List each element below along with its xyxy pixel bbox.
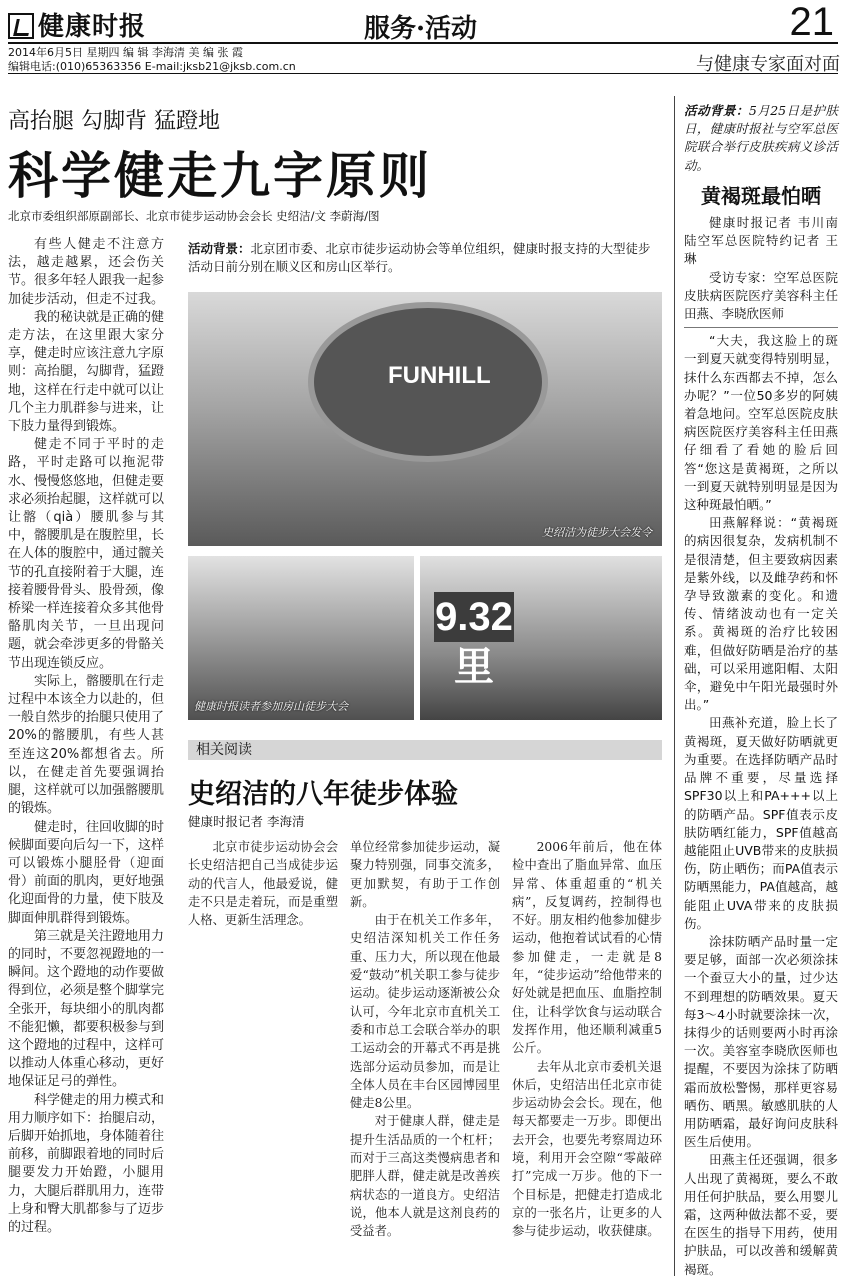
sidebar-intro-label: 活动背景： [684, 103, 749, 118]
related-column [350, 838, 500, 1241]
sidebar-intro [684, 102, 838, 175]
section-title: 服务·活动 [364, 14, 478, 44]
article-paragraph: 科学健走的用力模式和用力顺序如下：抬腿启动，后脚开始抓地，身体随着往前移，前脚跟着地的同时后腿要发力开始蹬，小腿用力，大腿后群肌用力，连带上身和臀大肌都参与了迈步的过程。 [8, 1092, 165, 1235]
editor-contact: 编辑电话:(010)65363356 E-mail:jksb21@jksb.com.cn [8, 60, 296, 73]
related-paragraph: 北京市徒步运动协会会长史绍洁把自己当成徒步运动的代言人，他最爱说，健走不只是走着玩，而是重塑人格、更新生活理念。 [188, 840, 338, 928]
related-column [512, 838, 662, 1241]
main-photo-caption: 史绍洁为徒步大会发令 [542, 526, 652, 539]
group-photo [188, 556, 414, 720]
sidebar-paragraph: 田燕补充道，脸上长了黄褐斑，夏天做好防晒就更为重要。在选择防晒产品时品牌不重要，尽量选择SPF30以上和PA+++以上的防晒产品。SPF值表示皮肤防晒红能力，SPF值越高越能阻止UVB带来的皮肤损伤，防止晒伤；而PA值表示防晒黑能力，PA值越高，越能阻止UVA带来的皮肤损伤。 [684, 715, 838, 931]
article-body [8, 236, 164, 1237]
sidebar-paragraph: 田燕主任还强调，很多人出现了黄褐斑，要么不敢用任何护肤品，要么用婴儿霜，这两种做法都不妥，要在医生的指导下用药，使用护肤品，可以改善和缓解黄褐斑。 [684, 1152, 838, 1277]
activity-note [188, 240, 662, 276]
issue-date-editors: 2014年6月5日 星期四 编 辑 李海清 美 编 张 霞 [8, 46, 243, 59]
related-headline: 史绍洁的八年徒步体验 [188, 779, 458, 810]
column-divider [674, 96, 675, 1276]
masthead-bar [8, 0, 838, 44]
related-paragraph: 单位经常参加徒步运动，凝聚力特别强，同事交流多，更加默契，有助于工作创新。 [350, 840, 500, 909]
article-paragraph: 健走不同于平时的走路，平时走路可以拖泥带水、慢慢悠悠地，但健走要求必须抬起腿，这样就可以让髂（qià）腰肌参与其中，髂腰肌是在腹腔里，长在人体的腹腔中，通过髋关节的孔直接附着于大腿，连接着腰骨骨头、股骨颈，像桥梁一样连接着众多其他骨骼肌肉关节，一旦出现问题，就会牵涉更多的骨骼关节出现连锁反应。 [8, 437, 165, 671]
banner-logo-text: FUNHILL [388, 362, 491, 389]
logo-text: 健康时报 [38, 12, 147, 42]
article-byline: 北京市委组织部原副部长、北京市徒步运动协会会长 史绍洁/文 李蔚海/图 [8, 209, 380, 223]
activity-text: 北京团市委、北京市徒步运动协会等单位组织，健康时报支持的大型徒步活动日前分别在顺义区和房山区举行。 [188, 241, 651, 274]
article-paragraph: 有些人健走不注意方法，越走越累，还会伤关节。很多年轻人跟我一起参加徒步活动，但走不过我。 [8, 237, 165, 307]
distance-sign: 9.32里 [434, 592, 514, 642]
related-paragraph: 去年从北京市委机关退休后，史绍洁出任北京市徒步运动协会会长。现在，他每天都要走一万步。即便出去开会，也要先考察周边环境，利用开会空隙“零敲碎打”完成一万步。他的下一个目标是，把健走打造成北京的一张名片，让更多的人参与徒步运动，收获健康。 [512, 1059, 662, 1239]
related-reading-label: 相关阅读 [188, 740, 662, 760]
related-column [188, 838, 338, 929]
sidebar-intro-text: 5月25日是护肤日，健康时报社与空军总医院联合举行皮肤疾病义诊活动。 [684, 103, 838, 173]
article-paragraph: 第三就是关注蹬地用力的同时，不要忽视蹬地的一瞬间。这个蹬地的动作要做得到位，必须是整个脚掌完全张开，每块细小的肌肉都不能犯懒，都要积极参与到这个蹬地的过程中，这样可以推动人体重心移动，更好地保证足弓的弹性。 [8, 928, 165, 1090]
article-paragraph: 实际上，髂腰肌在行走过程中本该全力以赴的，但一般自然步的抬腿只使用了20%的髂腰肌，有些人甚至连这20%都想省去。所以，在健走首先要强调抬腿，这样就可以加强髂腰肌的锻炼。 [8, 673, 165, 817]
sidebar-paragraph: “大夫，我这脸上的斑一到夏天就变得特别明显，抹什么东西都去不掉，怎么办呢？”一位50多岁的阿姨着急地问。空军总医院皮肤病医院医疗美容科主任田燕仔细看了看她的脸后回答“您这是黄褐斑，之所以一到夏天就特别明显是因为这种斑最怕晒。” [684, 333, 838, 513]
related-paragraph: 由于在机关工作多年，史绍洁深知机关工作任务重、压力大，所以现在他最爱“鼓动”机关职工参与徒步运动。徒步运动逐渐被公众认可，今年北京市直机关工委和市总工会联合举办的职工运动会的开幕式不再是挑选部分运动员参加，而是让全体人员在丰台区园博园里健走8公里。 [350, 913, 500, 1111]
article-kicker: 高抬腿 勾脚背 猛蹬地 [8, 109, 220, 134]
event-photo [420, 556, 662, 720]
related-paragraph: 对于健康人群，健走是提升生活品质的一个杠杆；而对于三高这类慢病患者和肥胖人群，健走就是改善疾病状态的一道良方。史绍洁说，他本人就是这剂良药的受益者。 [350, 1114, 500, 1239]
sidebar-paragraph: 田燕解释说：“黄褐斑的病因很复杂，发病机制不是很清楚，但主要致病因素是紫外线，以及雌孕药和怀孕导致激素的变化。和遗传、情绪波动也有一定关系。黄褐斑的治疗比较困难，但做好防晒是治疗的基础，可以采用遮阳帽、太阳伞，避免中午阳光最强时外出。” [684, 515, 838, 713]
sidebar-body [684, 214, 838, 1279]
section-tagline: 与健康专家面对面 [696, 54, 840, 75]
article-headline: 科学健走九字原则 [8, 146, 432, 205]
activity-label: 活动背景： [188, 241, 251, 256]
article-paragraph: 我的秘诀就是正确的健走方法，在这里跟大家分享，健走时应该注意九字原则：高抬腿，勾脚背，猛蹬地，这样在行走中就可以让几个主力肌群参与进来，让下肢力量得到锻炼。 [8, 309, 165, 435]
article-paragraph: 健走时，往回收脚的时候脚面要向后勾一下，这样可以锻炼小腿胫骨（迎面骨）前面的肌肉，更好地强化迎面骨的力量，使下肢及脚面伸肌群得到锻炼。 [8, 819, 165, 926]
related-paragraph: 2006年前后，他在体检中查出了脂血异常、血压异常、体重超重的“机关病”，反复调药，控制得也不好。朋友相约他参加健步运动，他抱着试试看的心情参加健走，一走就是8年，“徒步运动”给他带来的好处就是把血压、血脂控制住，让科学饮食与运动联合发挥作用，他还顺利减重5公斤。 [512, 840, 662, 1056]
sidebar-expert: 受访专家：空军总医院皮肤病医院医疗美容科主任田燕、李晓欣医师 [684, 269, 838, 322]
sidebar-headline: 黄褐斑最怕晒 [701, 184, 821, 208]
group-photo-caption: 健康时报读者参加房山徒步大会 [194, 700, 348, 713]
sidebar-reporter: 健康时报记者 韦川南 陆空军总医院特约记者 王 琳 [684, 215, 838, 267]
main-photo [188, 292, 662, 546]
sidebar-separator [684, 327, 838, 328]
newspaper-logo [8, 6, 146, 43]
sidebar-paragraph: 涂抹防晒产品时量一定要足够，面部一次必须涂抹一个蚕豆大小的量，过少达不到理想的防晒效果。夏天每3～4小时就要涂抹一次，抹得少的话则要两小时再涂一次。美容室李晓欣医师也提醒，不要因为涂抹了防晒霜而放松警惕，那样更容易晒伤、晒黑。敏感肌肤的人用防晒霜，最好询问皮肤科医生后使用。 [684, 933, 838, 1150]
logo-mark-icon [8, 13, 34, 39]
page-number: 21 [789, 0, 834, 44]
related-byline: 健康时报记者 李海清 [188, 814, 305, 829]
